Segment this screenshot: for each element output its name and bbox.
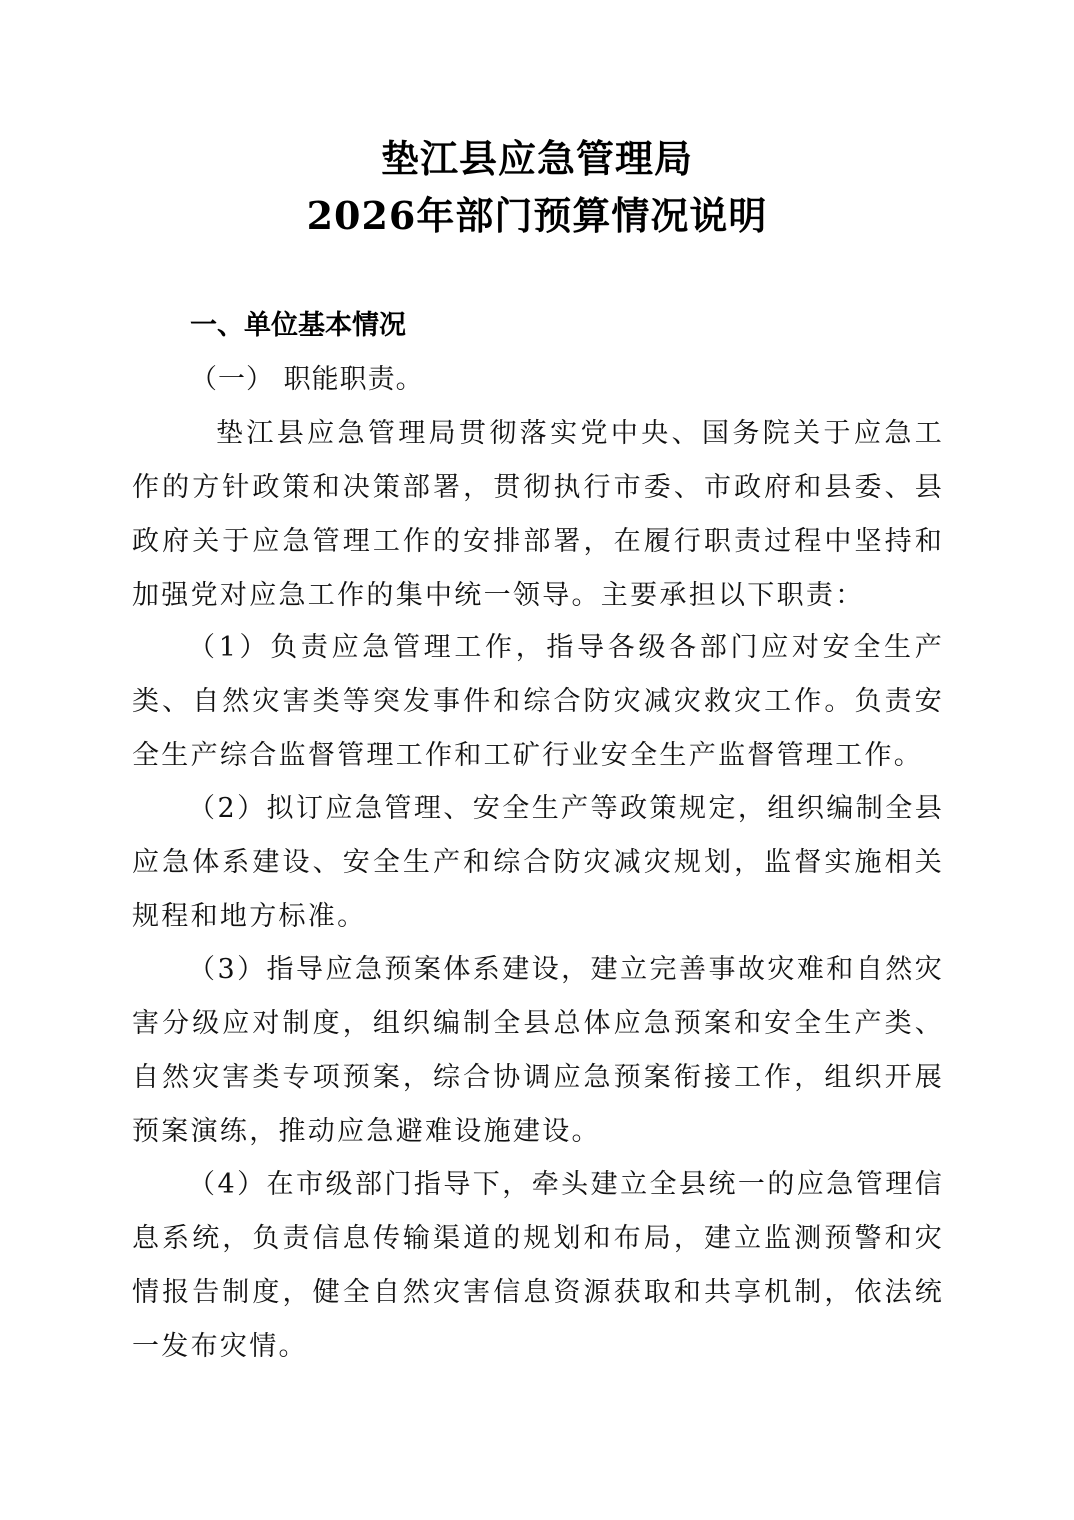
duty-paragraph-3: （3）指导应急预案体系建设，建立完善事故灾难和自然灾害分级应对制度，组织编制全县总体应急预案和安全生产类、自然灾害类专项预案，综合协调应急预案衔接工作，组织开展预案演练，推动应急避难设施建设。 bbox=[132, 954, 944, 1147]
duty-paragraph-4: （4）在市级部门指导下，牵头建立全县统一的应急管理信息系统，负责信息传输渠道的规划和布局，建立监测预警和灾情报告制度，健全自然灾害信息资源获取和共享机制，依法统一发布灾情。 bbox=[132, 1169, 944, 1362]
section-heading: 一、单位基本情况 bbox=[190, 310, 406, 341]
document-title-line-1: 垫江县应急管理局 bbox=[380, 136, 693, 181]
subsection-heading: （一） 职能职责。 bbox=[190, 364, 424, 395]
intro-paragraph: 垫江县应急管理局贯彻落实党中央、国务院关于应急工作的方针政策和决策部署，贯彻执行市委、市政府和县委、县政府关于应急管理工作的安排部署，在履行职责过程中坚持和加强党对应急工作的集中统一领导。主要承担以下职责： bbox=[132, 418, 944, 611]
document-title-line-2: 2026年部门预算情况说明 bbox=[306, 193, 768, 238]
duty-paragraph-1: （1）负责应急管理工作，指导各级各部门应对安全生产类、自然灾害类等突发事件和综合防灾减灾救灾工作。负责安全生产综合监督管理工作和工矿行业安全生产监督管理工作。 bbox=[132, 632, 944, 771]
duty-paragraph-2: （2）拟订应急管理、安全生产等政策规定，组织编制全县应急体系建设、安全生产和综合防灾减灾规划，监督实施相关规程和地方标准。 bbox=[132, 793, 944, 932]
